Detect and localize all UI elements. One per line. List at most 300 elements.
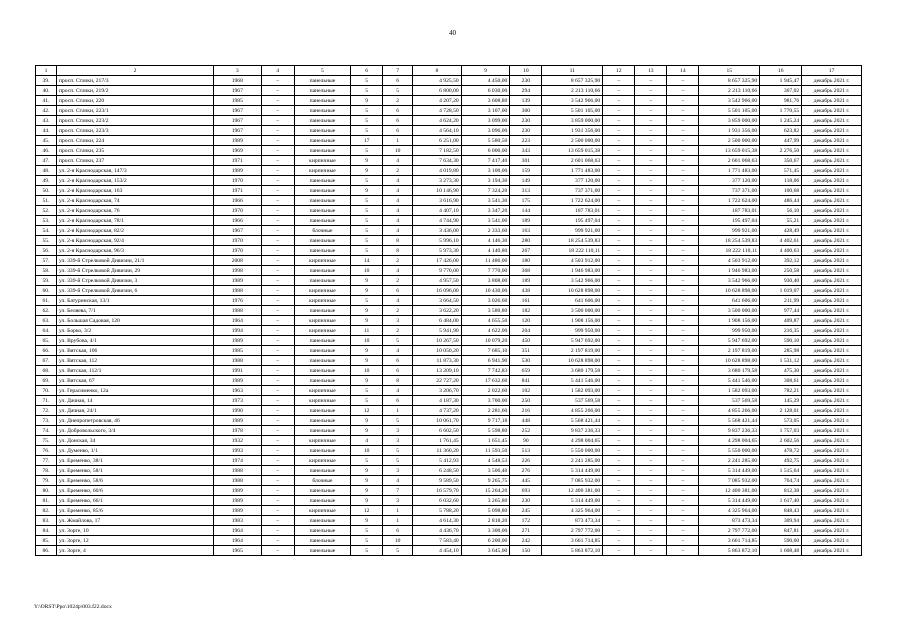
- wall-material-cell: кирпичные: [294, 296, 350, 306]
- year-built-cell: 1964: [214, 536, 262, 546]
- row-number-cell: 43.: [36, 116, 57, 126]
- table-row: [36, 336, 862, 346]
- entrances-cell: 5: [383, 446, 413, 456]
- entrances-cell: 8: [383, 236, 413, 246]
- col-4-cell: –: [261, 86, 294, 96]
- residents-cell: 245: [510, 506, 542, 516]
- wall-material-cell: панельные: [294, 306, 350, 316]
- column-number-row: [36, 66, 862, 76]
- cost-per-sqm-cell: 812,38: [760, 486, 802, 496]
- col-12-cell: –: [603, 196, 635, 206]
- col-4-cell: –: [261, 496, 294, 506]
- cost-per-sqm-cell: 367,02: [760, 86, 802, 96]
- repair-cost-cell: 737 371,00: [699, 186, 760, 196]
- floors-cell: 5: [351, 396, 383, 406]
- entrances-cell: 2: [383, 306, 413, 316]
- floors-cell: 5: [351, 236, 383, 246]
- row-number-cell: 49.: [36, 176, 57, 186]
- completion-date-cell: декабрь 2021 г.: [802, 496, 862, 506]
- floors-cell: 9: [351, 486, 383, 496]
- entrances-cell: 1: [383, 516, 413, 526]
- cost-per-sqm-cell: 409,87: [760, 316, 802, 326]
- cost-per-sqm-cell: 428,49: [760, 226, 802, 236]
- year-built-cell: 1985: [214, 96, 262, 106]
- total-cost-cell: 5 314 449,00: [542, 466, 603, 476]
- entrances-cell: 3: [383, 496, 413, 506]
- col-12-cell: –: [603, 266, 635, 276]
- table-row: [36, 546, 862, 556]
- address-cell: ул. Большая Садовая, 120: [57, 316, 214, 326]
- floors-cell: 5: [351, 176, 383, 186]
- living-area-cell: 11 593,50: [461, 446, 510, 456]
- wall-material-cell: панельные: [294, 426, 350, 436]
- total-area-cell: 9 589,50: [413, 476, 462, 486]
- address-cell: ул. Еременко, 58/6: [57, 476, 214, 486]
- total-area-cell: 4 454,10: [413, 546, 462, 556]
- living-area-cell: 3 300,00: [461, 526, 510, 536]
- address-cell: ул. 2-я Краснодарская, 78/1: [57, 216, 214, 226]
- col-12-cell: –: [603, 176, 635, 186]
- floors-cell: 4: [351, 436, 383, 446]
- address-cell: ул. 339-й Стрелковой Дивизии, 21/1: [57, 256, 214, 266]
- total-cost-cell: 9 837 236,33: [542, 426, 603, 436]
- col-13-cell: –: [635, 316, 667, 326]
- col-14-cell: –: [667, 246, 699, 256]
- table-row: [36, 196, 862, 206]
- completion-date-cell: декабрь 2021 г.: [802, 446, 862, 456]
- living-area-cell: 7 417,40: [461, 156, 510, 166]
- year-built-cell: 1967: [214, 226, 262, 236]
- completion-date-cell: декабрь 2021 г.: [802, 526, 862, 536]
- floors-cell: 5: [351, 296, 383, 306]
- col-4-cell: –: [261, 76, 294, 86]
- col-4-cell: –: [261, 256, 294, 266]
- wall-material-cell: кирпичные: [294, 326, 350, 336]
- address-cell: ул. 2-я Краснодарская, 76: [57, 206, 214, 216]
- col-14-cell: –: [667, 416, 699, 426]
- col-14-cell: –: [667, 206, 699, 216]
- address-cell: ул. Вятская, 112/1: [57, 366, 214, 376]
- wall-material-cell: панельные: [294, 126, 350, 136]
- address-cell: ул. Жмайлова, 17: [57, 516, 214, 526]
- repair-cost-cell: 4 503 912,00: [699, 256, 760, 266]
- address-cell: ул. Врубова, 4/1: [57, 336, 214, 346]
- total-cost-cell: 4 503 912,00: [542, 256, 603, 266]
- col-4-cell: –: [261, 536, 294, 546]
- floors-cell: 5: [351, 106, 383, 116]
- living-area-cell: 3 265,80: [461, 496, 510, 506]
- entrances-cell: 5: [383, 336, 413, 346]
- col-13-cell: –: [635, 126, 667, 136]
- row-number-cell: 51.: [36, 196, 57, 206]
- total-cost-cell: 377 120,00: [542, 176, 603, 186]
- repair-cost-cell: 12 400 381,00: [699, 486, 760, 496]
- residents-cell: 189: [510, 276, 542, 286]
- total-area-cell: 3 616,90: [413, 196, 462, 206]
- row-number-cell: 85.: [36, 536, 57, 546]
- total-area-cell: 4 207,20: [413, 96, 462, 106]
- col-13-cell: –: [635, 446, 667, 456]
- repair-cost-cell: 5 568 421,44: [699, 416, 760, 426]
- col-14-cell: –: [667, 236, 699, 246]
- floors-cell: 9: [351, 316, 383, 326]
- year-built-cell: 1932: [214, 436, 262, 446]
- year-built-cell: 1964: [214, 526, 262, 536]
- address-cell: просп. Стачки, 235: [57, 146, 214, 156]
- completion-date-cell: декабрь 2021 г.: [802, 276, 862, 286]
- row-number-cell: 70.: [36, 386, 57, 396]
- completion-date-cell: декабрь 2021 г.: [802, 166, 862, 176]
- year-built-cell: 1989: [214, 416, 262, 426]
- residents-cell: 223: [510, 136, 542, 146]
- entrances-cell: 4: [383, 186, 413, 196]
- completion-date-cell: декабрь 2021 г.: [802, 126, 862, 136]
- column-number-14: 14: [667, 66, 699, 76]
- total-area-cell: 4 744,90: [413, 216, 462, 226]
- cost-per-sqm-cell: 475,30: [760, 366, 802, 376]
- floors-cell: 9: [351, 476, 383, 486]
- living-area-cell: 4 548,53: [461, 456, 510, 466]
- completion-date-cell: декабрь 2021 г.: [802, 206, 862, 216]
- row-number-cell: 67.: [36, 356, 57, 366]
- wall-material-cell: панельные: [294, 516, 350, 526]
- total-area-cell: 5 788,20: [413, 506, 462, 516]
- floors-cell: 9: [351, 346, 383, 356]
- cost-per-sqm-cell: 1 515,64: [760, 466, 802, 476]
- cost-per-sqm-cell: 1 019,07: [760, 286, 802, 296]
- total-area-cell: 4 925,50: [413, 76, 462, 86]
- col-4-cell: –: [261, 516, 294, 526]
- col-12-cell: –: [603, 406, 635, 416]
- col-13-cell: –: [635, 476, 667, 486]
- col-4-cell: –: [261, 336, 294, 346]
- repair-cost-cell: 999 921,00: [699, 226, 760, 236]
- row-number-cell: 79.: [36, 476, 57, 486]
- col-14-cell: –: [667, 326, 699, 336]
- repair-cost-cell: 3 542 966,00: [699, 276, 760, 286]
- total-area-cell: 4 407,10: [413, 206, 462, 216]
- document-file-path: Y:\ORST\Ppo\1024p\003.f22.docx: [34, 604, 112, 610]
- address-cell: просп. Стачки, 217/3: [57, 76, 214, 86]
- col-13-cell: –: [635, 76, 667, 86]
- col-12-cell: –: [603, 296, 635, 306]
- year-built-cell: 1989: [214, 336, 262, 346]
- entrances-cell: 3: [383, 426, 413, 436]
- living-area-cell: 3 608,80: [461, 96, 510, 106]
- col-12-cell: –: [603, 476, 635, 486]
- total-cost-cell: 5 947 692,00: [542, 336, 603, 346]
- residents-cell: 204: [510, 326, 542, 336]
- entrances-cell: 3: [383, 436, 413, 446]
- table-row: [36, 236, 862, 246]
- completion-date-cell: декабрь 2021 г.: [802, 416, 862, 426]
- cost-per-sqm-cell: 623,82: [760, 126, 802, 136]
- row-number-cell: 68.: [36, 366, 57, 376]
- col-14-cell: –: [667, 136, 699, 146]
- col-13-cell: –: [635, 176, 667, 186]
- residents-cell: 163: [510, 226, 542, 236]
- entrances-cell: 5: [383, 86, 413, 96]
- address-cell: ул. 2-я Краснодарская, 163: [57, 186, 214, 196]
- col-14-cell: –: [667, 96, 699, 106]
- floors-cell: 5: [351, 546, 383, 556]
- col-12-cell: –: [603, 86, 635, 96]
- repair-cost-cell: 3 500 000,00: [699, 306, 760, 316]
- repair-cost-cell: 5 863 872,10: [699, 546, 760, 556]
- living-area-cell: 17 632,60: [461, 376, 510, 386]
- col-13-cell: –: [635, 386, 667, 396]
- wall-material-cell: панельные: [294, 336, 350, 346]
- floors-cell: 9: [351, 356, 383, 366]
- completion-date-cell: декабрь 2021 г.: [802, 106, 862, 116]
- completion-date-cell: декабрь 2021 г.: [802, 356, 862, 366]
- row-number-cell: 76.: [36, 446, 57, 456]
- row-number-cell: 39.: [36, 76, 57, 86]
- year-built-cell: 1988: [214, 356, 262, 366]
- completion-date-cell: декабрь 2021 г.: [802, 236, 862, 246]
- col-4-cell: –: [261, 266, 294, 276]
- col-12-cell: –: [603, 316, 635, 326]
- total-area-cell: 16 096,00: [413, 286, 462, 296]
- completion-date-cell: декабрь 2021 г.: [802, 486, 862, 496]
- completion-date-cell: декабрь 2021 г.: [802, 116, 862, 126]
- cost-per-sqm-cell: 573,05: [760, 416, 802, 426]
- repair-cost-cell: 4 325 964,00: [699, 506, 760, 516]
- year-built-cell: 1970: [214, 236, 262, 246]
- residents-cell: 300: [510, 106, 542, 116]
- total-cost-cell: 18 222 110,11: [542, 246, 603, 256]
- col-4-cell: –: [261, 506, 294, 516]
- col-4-cell: –: [261, 156, 294, 166]
- entrances-cell: 6: [383, 106, 413, 116]
- total-cost-cell: 187 783,01: [542, 206, 603, 216]
- col-13-cell: –: [635, 466, 667, 476]
- living-area-cell: 5 098,80: [461, 506, 510, 516]
- repair-cost-cell: 195 497,04: [699, 216, 760, 226]
- cost-per-sqm-cell: 350,67: [760, 156, 802, 166]
- cost-per-sqm-cell: 478,72: [760, 446, 802, 456]
- col-12-cell: –: [603, 286, 635, 296]
- repair-cost-cell: 873 473,34: [699, 516, 760, 526]
- living-area-cell: 3 194,30: [461, 176, 510, 186]
- address-cell: ул. Еременко, 60/6: [57, 486, 214, 496]
- total-cost-cell: 1 908 156,00: [542, 316, 603, 326]
- repair-cost-cell: 5 947 692,00: [699, 336, 760, 346]
- col-14-cell: –: [667, 426, 699, 436]
- col-12-cell: –: [603, 136, 635, 146]
- wall-material-cell: панельные: [294, 366, 350, 376]
- residents-cell: 230: [510, 496, 542, 506]
- total-area-cell: 4 728,50: [413, 106, 462, 116]
- table-row: [36, 396, 862, 406]
- row-number-cell: 80.: [36, 486, 57, 496]
- entrances-cell: 7: [383, 486, 413, 496]
- col-4-cell: –: [261, 476, 294, 486]
- completion-date-cell: декабрь 2021 г.: [802, 536, 862, 546]
- entrances-cell: 4: [383, 216, 413, 226]
- col-4-cell: –: [261, 296, 294, 306]
- col-14-cell: –: [667, 166, 699, 176]
- row-number-cell: 78.: [36, 466, 57, 476]
- total-area-cell: 4 957,50: [413, 276, 462, 286]
- row-number-cell: 82.: [36, 506, 57, 516]
- entrances-cell: 6: [383, 126, 413, 136]
- wall-material-cell: панельные: [294, 136, 350, 146]
- col-12-cell: –: [603, 96, 635, 106]
- repair-cost-cell: 2 797 772,00: [699, 526, 760, 536]
- address-cell: ул. Вятская, 106: [57, 346, 214, 356]
- residents-cell: 438: [510, 286, 542, 296]
- total-area-cell: 3 622,20: [413, 306, 462, 316]
- floors-cell: 9: [351, 426, 383, 436]
- year-built-cell: 1965: [214, 546, 262, 556]
- table-row: [36, 366, 862, 376]
- residents-cell: 841: [510, 376, 542, 386]
- col-12-cell: –: [603, 416, 635, 426]
- wall-material-cell: панельные: [294, 486, 350, 496]
- living-area-cell: 3 099,00: [461, 116, 510, 126]
- total-cost-cell: 5 314 449,00: [542, 496, 603, 506]
- wall-material-cell: панельные: [294, 276, 350, 286]
- col-12-cell: –: [603, 166, 635, 176]
- completion-date-cell: декабрь 2021 г.: [802, 286, 862, 296]
- row-number-cell: 58.: [36, 266, 57, 276]
- address-cell: ул. Еременко, 58/1: [57, 466, 214, 476]
- col-13-cell: –: [635, 226, 667, 236]
- total-cost-cell: 10 628 898,00: [542, 356, 603, 366]
- entrances-cell: 6: [383, 366, 413, 376]
- residents-cell: 313: [510, 186, 542, 196]
- residents-cell: 172: [510, 516, 542, 526]
- col-14-cell: –: [667, 126, 699, 136]
- row-number-cell: 69.: [36, 376, 57, 386]
- total-cost-cell: 195 497,04: [542, 216, 603, 226]
- wall-material-cell: кирпичные: [294, 316, 350, 326]
- row-number-cell: 52.: [36, 206, 57, 216]
- completion-date-cell: декабрь 2021 г.: [802, 266, 862, 276]
- wall-material-cell: панельные: [294, 106, 350, 116]
- floors-cell: 5: [351, 456, 383, 466]
- entrances-cell: 1: [383, 136, 413, 146]
- col-14-cell: –: [667, 466, 699, 476]
- col-4-cell: –: [261, 366, 294, 376]
- entrances-cell: 4: [383, 226, 413, 236]
- address-cell: просп. Стачки, 224: [57, 136, 214, 146]
- col-12-cell: –: [603, 116, 635, 126]
- total-cost-cell: 3 859 000,00: [542, 116, 603, 126]
- wall-material-cell: панельные: [294, 346, 350, 356]
- residents-cell: 150: [510, 546, 542, 556]
- entrances-cell: 4: [383, 476, 413, 486]
- entrances-cell: 1: [383, 406, 413, 416]
- wall-material-cell: панельные: [294, 376, 350, 386]
- total-cost-cell: 2 601 068,63: [542, 156, 603, 166]
- col-13-cell: –: [635, 486, 667, 496]
- entrances-cell: 5: [383, 416, 413, 426]
- completion-date-cell: декабрь 2021 г.: [802, 186, 862, 196]
- address-cell: ул. Борко, 3/2: [57, 326, 214, 336]
- col-4-cell: –: [261, 326, 294, 336]
- col-14-cell: –: [667, 496, 699, 506]
- cost-per-sqm-cell: 308,61: [760, 376, 802, 386]
- col-4-cell: –: [261, 416, 294, 426]
- total-cost-cell: 4 855 266,00: [542, 406, 603, 416]
- entrances-cell: 1: [383, 506, 413, 516]
- living-area-cell: 7 685,10: [461, 346, 510, 356]
- year-built-cell: 1989: [214, 486, 262, 496]
- row-number-cell: 81.: [36, 496, 57, 506]
- col-12-cell: –: [603, 106, 635, 116]
- col-4-cell: –: [261, 546, 294, 556]
- year-built-cell: 1966: [214, 216, 262, 226]
- column-number-16: 16: [760, 66, 802, 76]
- total-area-cell: 4 737,20: [413, 406, 462, 416]
- column-number-6: 6: [351, 66, 383, 76]
- col-4-cell: –: [261, 376, 294, 386]
- repair-cost-cell: 18 254 539,83: [699, 236, 760, 246]
- col-4-cell: –: [261, 226, 294, 236]
- living-area-cell: 3 347,20: [461, 206, 510, 216]
- col-12-cell: –: [603, 326, 635, 336]
- entrances-cell: 2: [383, 96, 413, 106]
- col-14-cell: –: [667, 156, 699, 166]
- total-cost-cell: 2 241 285,00: [542, 456, 603, 466]
- col-13-cell: –: [635, 506, 667, 516]
- cost-per-sqm-cell: 216,35: [760, 326, 802, 336]
- row-number-cell: 59.: [36, 276, 57, 286]
- col-4-cell: –: [261, 176, 294, 186]
- residents-cell: 280: [510, 236, 542, 246]
- total-cost-cell: 2 213 110,66: [542, 86, 603, 96]
- table-row: [36, 406, 862, 416]
- year-built-cell: 1969: [214, 146, 262, 156]
- total-cost-cell: 3 500 000,00: [542, 306, 603, 316]
- wall-material-cell: кирпичные: [294, 286, 350, 296]
- col-4-cell: –: [261, 316, 294, 326]
- row-number-cell: 41.: [36, 96, 57, 106]
- completion-date-cell: декабрь 2021 г.: [802, 86, 862, 96]
- completion-date-cell: декабрь 2021 г.: [802, 326, 862, 336]
- total-cost-cell: 1 946 983,00: [542, 266, 603, 276]
- floors-cell: 5: [351, 86, 383, 96]
- col-4-cell: –: [261, 146, 294, 156]
- col-14-cell: –: [667, 86, 699, 96]
- total-cost-cell: 5 550 000,00: [542, 446, 603, 456]
- wall-material-cell: панельные: [294, 546, 350, 556]
- living-area-cell: 2 818,20: [461, 516, 510, 526]
- total-cost-cell: 641 606,00: [542, 296, 603, 306]
- wall-material-cell: кирпичные: [294, 166, 350, 176]
- row-number-cell: 83.: [36, 516, 57, 526]
- repair-cost-cell: 4 855 266,00: [699, 406, 760, 416]
- address-cell: просп. Стачки, 220: [57, 96, 214, 106]
- completion-date-cell: декабрь 2021 г.: [802, 306, 862, 316]
- entrances-cell: 2: [383, 166, 413, 176]
- living-area-cell: 9 265,75: [461, 476, 510, 486]
- col-4-cell: –: [261, 526, 294, 536]
- residents-cell: 351: [510, 346, 542, 356]
- total-area-cell: 17 426,00: [413, 256, 462, 266]
- completion-date-cell: декабрь 2021 г.: [802, 316, 862, 326]
- wall-material-cell: панельные: [294, 76, 350, 86]
- residents-cell: 180: [510, 256, 542, 266]
- row-number-cell: 46.: [36, 146, 57, 156]
- living-area-cell: 6 030,00: [461, 86, 510, 96]
- year-built-cell: 1983: [214, 516, 262, 526]
- residents-cell: 175: [510, 196, 542, 206]
- table-row: [36, 106, 862, 116]
- row-number-cell: 75.: [36, 436, 57, 446]
